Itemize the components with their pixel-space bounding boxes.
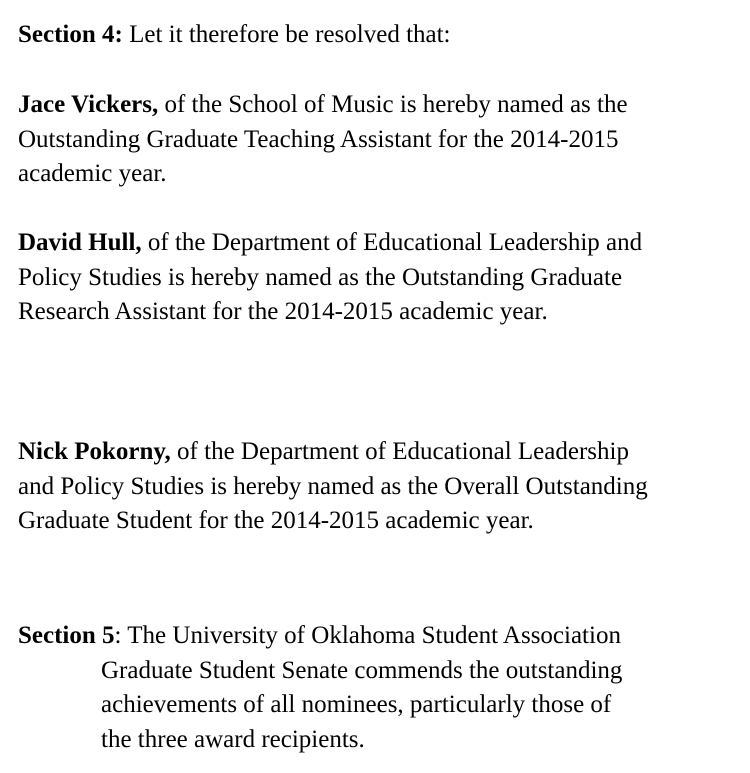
section-4-paragraph (18, 18, 750, 53)
recipient-name: David Hull, (18, 229, 142, 256)
section-4-heading: Section 4: (18, 21, 123, 48)
document-page (18, 0, 750, 773)
section-4-text: Let it therefore be resolved that: (122, 21, 451, 48)
award-text: of the Department of Educational Leadership and (141, 229, 643, 256)
section-4-line (18, 18, 750, 53)
award-teaching-assistant-paragraph (18, 88, 750, 192)
section-5-paragraph (18, 619, 750, 757)
award-line: academic year. (18, 160, 167, 187)
section-5-line: achievements of all nominees, particularly those of (101, 691, 612, 718)
section-5-heading: Section 5 (18, 622, 115, 649)
award-line (18, 435, 750, 470)
recipient-name: Nick Pokorny, (18, 438, 171, 465)
section-5-line: Graduate Student Senate commends the outstanding (101, 656, 623, 684)
section-5-line (18, 619, 750, 654)
award-line: Outstanding Graduate Teaching Assistant for the 2014-2015 (18, 125, 619, 153)
section-5-text: : The University of Oklahoma Student Association (114, 622, 621, 649)
award-line: and Policy Studies is hereby named as the Overall Outstanding (18, 472, 648, 500)
recipient-name: Jace Vickers, (18, 91, 159, 118)
award-research-assistant-paragraph (18, 226, 750, 330)
award-overall-graduate-paragraph (18, 435, 750, 539)
award-line (18, 226, 750, 261)
award-text: of the Department of Educational Leadership (170, 438, 629, 465)
award-line: Graduate Student for the 2014-2015 academic year. (18, 507, 534, 534)
award-line: Research Assistant for the 2014-2015 academic year. (18, 298, 548, 325)
award-line (18, 88, 750, 123)
award-line: Policy Studies is hereby named as the Outstanding Graduate (18, 263, 623, 291)
section-5-line: the three award recipients. (101, 725, 365, 753)
award-text: of the School of Music is hereby named as the (158, 91, 628, 118)
